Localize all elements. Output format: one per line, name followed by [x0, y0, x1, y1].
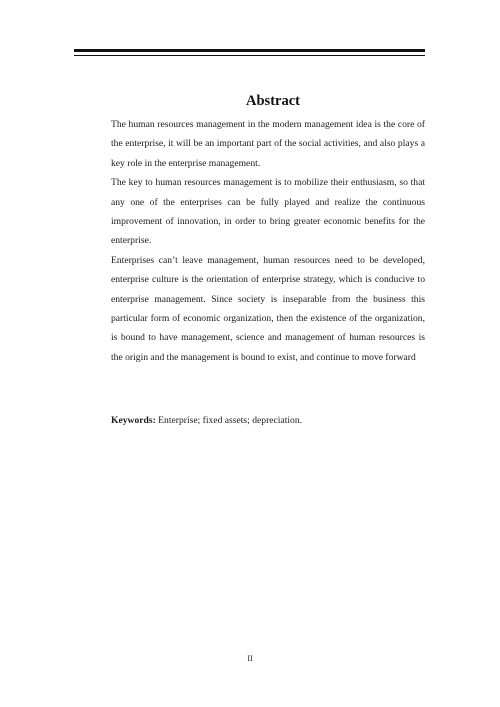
- abstract-paragraph-2: The key to human resources management is to mobilize their enthusiasm, so that any one of the enterprises can be fully played and realize the continuous improvement of innovation, in order to bring greater economic benefits for the enterprise.: [111, 177, 425, 247]
- header-rule-thin: [74, 55, 425, 56]
- keywords-label: Keywords:: [111, 415, 156, 426]
- header-rule-thick: [74, 49, 425, 52]
- abstract-title: Abstract: [246, 93, 300, 109]
- page-number: II: [247, 654, 253, 663]
- keywords-line: [111, 413, 425, 429]
- abstract-paragraph-1: The human resources management in the modern management idea is the core of the enterprise, it will be an important part of the social activities, and also plays a key role in the enterprise management.: [111, 119, 425, 169]
- abstract-paragraph-3: Enterprises can’t leave management, human resources need to be developed, enterprise culture is the orientation of enterprise strategy, which is conducive to enterprise management. Since society is inseparable from the business this particular form of economic organization, then the existence of the organization, is bound to have management, science and management of human resources is the origin and the management is bound to exist, and continue to move forward: [111, 254, 425, 363]
- abstract-body: [111, 115, 425, 367]
- keywords-text: Enterprise; fixed assets; depreciation.: [158, 415, 303, 426]
